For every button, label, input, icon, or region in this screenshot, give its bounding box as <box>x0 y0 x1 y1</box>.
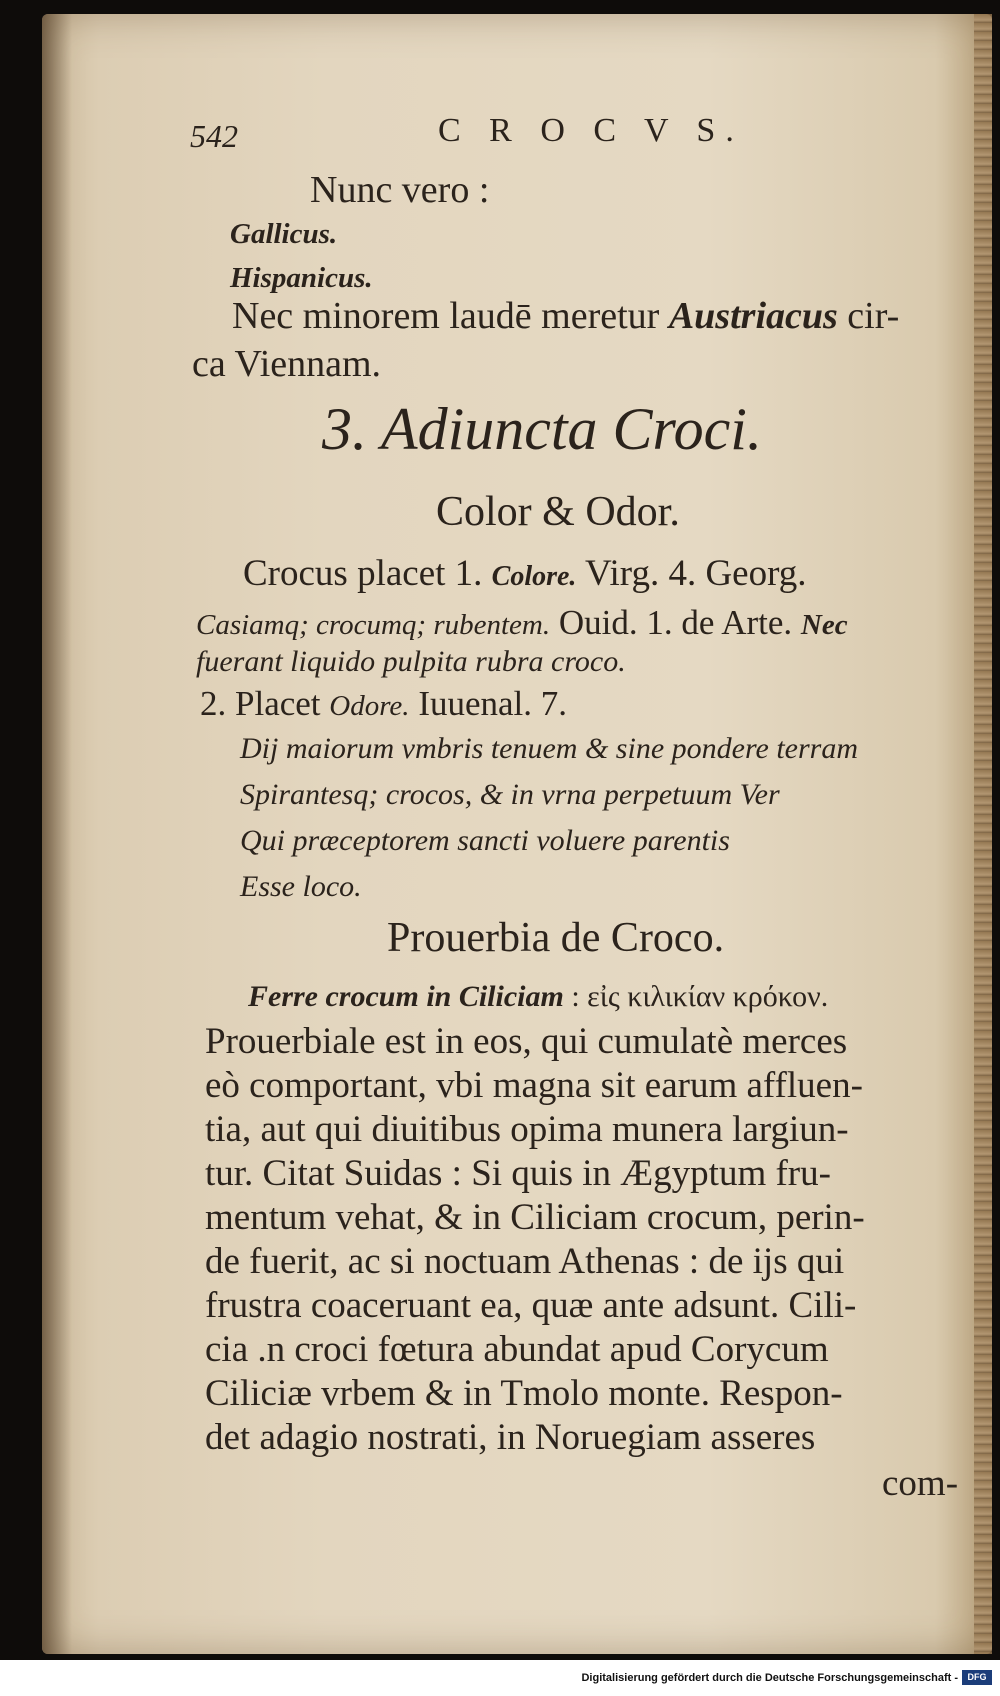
text-line: mentum vehat, & in Ciliciam crocum, perin- <box>205 1197 865 1238</box>
section-heading: 3. Adiuncta Croci. <box>322 396 762 462</box>
text-line: cia .n croci fœtura abundat apud Corycum <box>205 1329 829 1370</box>
text-line <box>200 684 567 724</box>
text-line <box>232 294 899 338</box>
text-line: ca Viennam. <box>192 343 382 385</box>
text-line: frustra coaceruant ea, quæ ante adsunt. Cili- <box>205 1285 857 1326</box>
text-line: tia, aut qui diuitibus opima munera largiun- <box>205 1109 849 1150</box>
text-line: Hispanicus. <box>230 262 373 294</box>
text-span: Ferre crocum in Ciliciam <box>248 980 564 1013</box>
dfg-logo: DFG <box>962 1670 992 1685</box>
gutter-shadow <box>42 14 72 1654</box>
verse-line: Esse loco. <box>240 870 362 903</box>
page-number: 542 <box>190 118 238 154</box>
text-span: Casiamq; crocumq; rubentem. <box>196 609 551 641</box>
text-span: Virg. 4. Georg. <box>576 553 807 594</box>
text-span: 2. Placet <box>200 684 330 723</box>
text-span: Odore. <box>329 690 410 722</box>
text-span: Crocus placet 1. <box>243 553 492 594</box>
text-line <box>196 603 848 643</box>
funding-credit: Digitalisierung gefördert durch die Deutsche Forschungsgemeinschaft - <box>581 1672 958 1684</box>
text-line: Nunc vero : <box>310 169 490 211</box>
catchword: com- <box>882 1463 959 1504</box>
text-span: Austriacus <box>668 295 838 337</box>
text-span: Nec <box>800 609 848 641</box>
text-line: Prouerbiale est in eos, qui cumulatè merces <box>205 1021 848 1062</box>
text-span: Iuuenal. 7. <box>409 684 568 723</box>
text-line: Ciliciæ vrbem & in Tmolo monte. Respon- <box>205 1373 843 1414</box>
text-line <box>248 980 828 1014</box>
text-line <box>243 552 807 595</box>
verse-line: Spirantesq; crocos, & in vrna perpetuum Ver <box>240 778 780 811</box>
text-span: Nec minorem laudē meretur <box>232 295 669 337</box>
text-line: de fuerit, ac si noctuam Athenas : de ijs qui <box>205 1241 845 1282</box>
text-span: Colore. <box>491 561 577 592</box>
text-line: fuerant liquido pulpita rubra croco. <box>196 645 626 678</box>
text-span: cir- <box>837 295 900 337</box>
text-line: det adagio nostrati, in Noruegiam asseres <box>205 1417 816 1458</box>
text-line: eò comportant, vbi magna sit earum affluen- <box>205 1065 863 1106</box>
subheading: Prouerbia de Croco. <box>387 915 725 961</box>
running-title: C R O C V S. <box>438 112 744 149</box>
verse-line: Qui præceptorem sancti voluere parentis <box>240 824 730 857</box>
text-line: tur. Citat Suidas : Si quis in Ægyptum fru- <box>205 1153 831 1194</box>
subheading: Color & Odor. <box>436 489 680 535</box>
text-line: Gallicus. <box>230 218 338 250</box>
text-span: Ouid. 1. de Arte. <box>550 603 801 642</box>
text-span: : εἰς κιλικίαν κρόκον. <box>563 980 829 1013</box>
verse-line: Dij maiorum vmbris tenuem & sine pondere terram <box>240 732 858 765</box>
page-edge <box>974 14 992 1654</box>
